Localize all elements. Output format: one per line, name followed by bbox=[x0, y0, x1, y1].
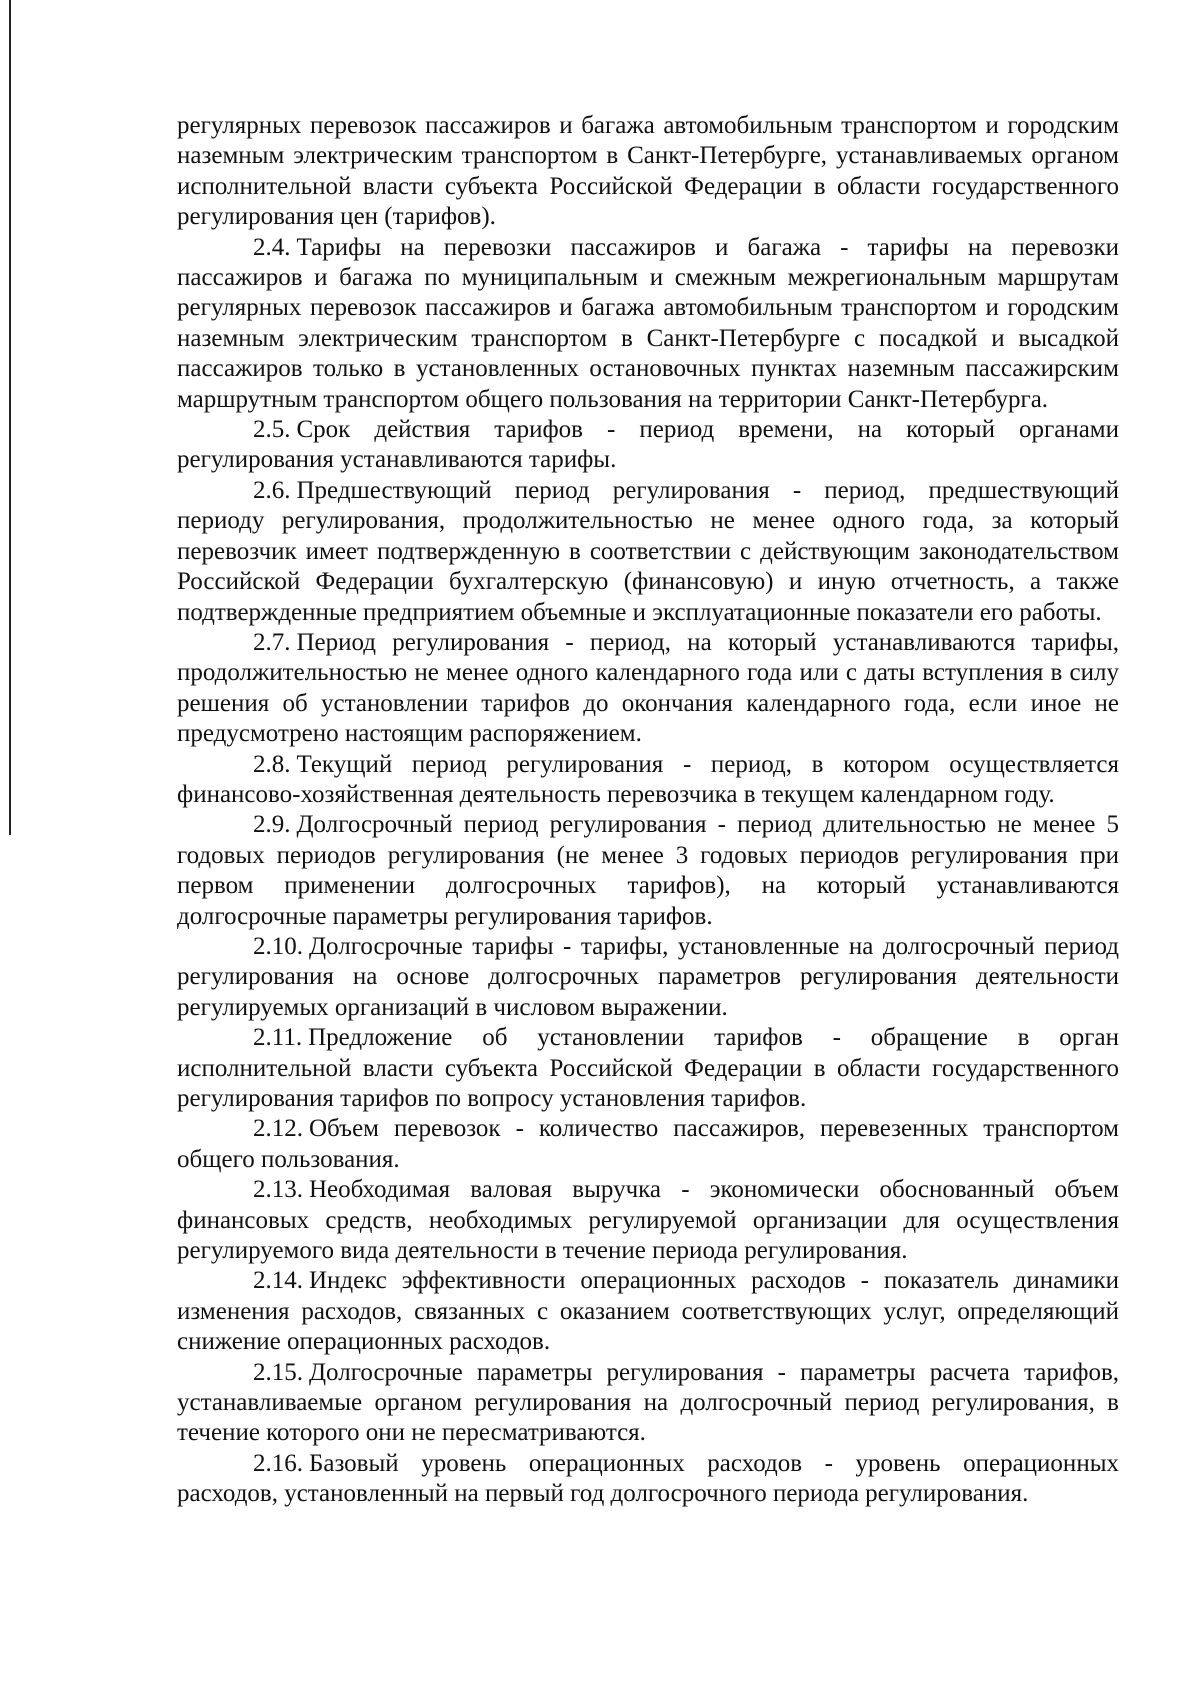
paragraph-number: 2.13. bbox=[253, 1176, 303, 1204]
paragraph-number: 2.9. bbox=[253, 811, 291, 839]
paragraph-text: Предшествующий период регулирования - период, предшествующий периоду регулирования, продолжительностью не менее одного года, за который перевозчик имеет подтвержденную в соответствии с действующим законодательством Российской Федерации бухгалтерскую (финансовую) и иную отчетность, а также подтвержденные предприятием объемные и эксплуатационные показатели его работы. bbox=[177, 476, 1119, 626]
paragraph-2-16 bbox=[177, 1449, 1119, 1510]
paragraph-2-8 bbox=[177, 750, 1119, 811]
paragraph-number: 2.11. bbox=[253, 1024, 303, 1052]
paragraph-2-13 bbox=[177, 1175, 1119, 1266]
paragraph-number: 2.12. bbox=[253, 1115, 303, 1143]
paragraph-text: Долгосрочный период регулирования - период длительностью не менее 5 годовых периодов регулирования (не менее 3 годовых периодов регулирования при первом применении долгосрочных тарифов), на который устанавливаются долгосрочные параметры регулирования тарифов. bbox=[177, 811, 1119, 930]
paragraph-continuation bbox=[177, 111, 1119, 233]
paragraph-text: Необходимая валовая выручка - экономически обоснованный объем финансовых средств, необходимых регулируемой организации для осуществления регулируемого вида деятельности в течение периода регулирования. bbox=[177, 1176, 1119, 1265]
paragraph-number: 2.7. bbox=[253, 628, 291, 656]
paragraph-text: Тарифы на перевозки пассажиров и багажа - тарифы на перевозки пассажиров и багажа по муниципальным и смежным межрегиональным маршрутам регулярных перевозок пассажиров и багажа автомобильным транспортом и городским наземным электрическим транспортом в Санкт-Петербурге с посадкой и высадкой пассажиров только в установленных остановочных пунктах наземным пассажирским маршрутным транспортом общего пользования на территории Санкт-Петербурга. bbox=[177, 233, 1119, 413]
paragraph-text: Долгосрочные тарифы - тарифы, установленные на долгосрочный период регулирования на основе долгосрочных параметров регулирования деятельности регулируемых организаций в числовом выражении. bbox=[177, 932, 1119, 1021]
paragraph-text: Период регулирования - период, на который устанавливаются тарифы, продолжительностью не менее одного календарного года или с даты вступления в силу решения об установлении тарифов до окончания календарного года, если иное не предусмотрено настоящим распоряжением. bbox=[177, 628, 1119, 748]
paragraph-number: 2.14. bbox=[253, 1267, 303, 1295]
paragraph-2-15 bbox=[177, 1358, 1119, 1449]
paragraph-number: 2.4. bbox=[253, 233, 291, 261]
paragraph-number: 2.6. bbox=[253, 476, 291, 504]
paragraph-text: Долгосрочные параметры регулирования - параметры расчета тарифов, устанавливаемые органом регулирования на долгосрочный период регулирования, в течение которого они не пересматриваются. bbox=[177, 1358, 1119, 1447]
paragraph-text: Индекс эффективности операционных расходов - показатель динамики изменения расходов, связанных с оказанием соответствующих услуг, определяющий снижение операционных расходов. bbox=[177, 1267, 1119, 1356]
paragraph-2-7 bbox=[177, 628, 1119, 750]
paragraph-number: 2.8. bbox=[253, 750, 291, 778]
paragraph-2-6 bbox=[177, 476, 1119, 628]
paragraph-text: Текущий период регулирования - период, в котором осуществляется финансово-хозяйственная деятельность перевозчика в текущем календарном году. bbox=[177, 750, 1119, 808]
paragraph-text: Объем перевозок - количество пассажиров, перевезенных транспортом общего пользования. bbox=[177, 1115, 1119, 1173]
paragraph-text: Предложение об установлении тарифов - обращение в орган исполнительной власти субъекта Российской Федерации в области государственного регулирования тарифов по вопросу установления тарифов. bbox=[177, 1024, 1119, 1112]
paragraph-number: 2.10. bbox=[253, 932, 303, 960]
paragraph-number: 2.5. bbox=[253, 416, 291, 444]
paragraph-number: 2.16. bbox=[253, 1449, 303, 1477]
paragraph-2-11 bbox=[177, 1023, 1119, 1114]
paragraph-2-10 bbox=[177, 932, 1119, 1023]
paragraph-text: Базовый уровень операционных расходов - уровень операционных расходов, установленный на первый год долгосрочного периода регулирования. bbox=[177, 1449, 1119, 1508]
paragraph-number: 2.15. bbox=[253, 1358, 303, 1386]
paragraph-text: Срок действия тарифов - период времени, на который органами регулирования устанавливаются тарифы. bbox=[177, 416, 1119, 474]
paragraph-2-9 bbox=[177, 810, 1119, 932]
paragraph-2-12 bbox=[177, 1114, 1119, 1175]
paragraph-2-14 bbox=[177, 1266, 1119, 1357]
paragraph-2-4 bbox=[177, 233, 1119, 415]
scan-edge-line bbox=[9, 0, 11, 835]
document-page bbox=[177, 111, 1119, 1510]
paragraph-text: регулярных перевозок пассажиров и багажа автомобильным транспортом и городским наземным электрическим транспортом в Санкт-Петербурге, устанавливаемых органом исполнительной власти субъекта Российской Федерации в области государственного регулирования цен (тарифов). bbox=[177, 112, 1119, 231]
paragraph-2-5 bbox=[177, 415, 1119, 476]
